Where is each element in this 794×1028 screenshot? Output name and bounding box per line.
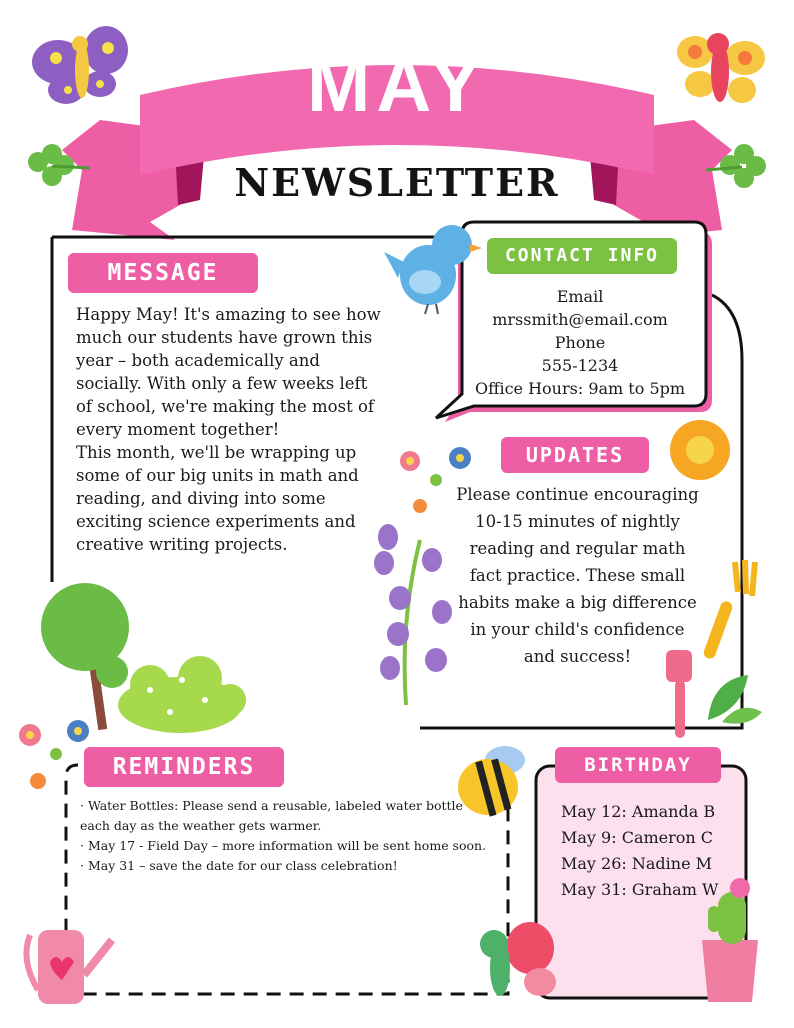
updates-body: Please continue encouraging 10-15 minutes of nightly reading and regular math fact practice. These small habits make a big difference in your child's confidence and success! [456, 485, 699, 666]
updates-label: UPDATES [501, 437, 649, 473]
birthday-item: May 31: Graham W [561, 880, 719, 899]
orange-flower-icon [670, 420, 730, 480]
bush-icon [118, 656, 246, 733]
reminder-item: · Water Bottles: Please send a reusable, labeled water bottle each day as the weather gets warmer. [80, 798, 463, 833]
message-paragraph: This month, we'll be wrapping up some of our big units in math and reading, and diving into some exciting science experiments and creative writing projects. [76, 443, 359, 554]
birthday-item: May 26: Nadine M [561, 854, 713, 873]
reminders-label: REMINDERS [84, 747, 284, 787]
office-hours: Office Hours: 9am to 5pm [474, 379, 686, 398]
month-title: MAY [307, 43, 487, 128]
birthday-item: May 12: Amanda B [561, 802, 716, 821]
leaf-icon [708, 675, 762, 724]
phone-number: 555-1234 [541, 356, 619, 375]
pink-butterfly-icon [677, 33, 765, 103]
email-label: Email [556, 287, 604, 306]
phone-label: Phone [554, 333, 606, 352]
contact-info [470, 285, 690, 400]
birthday-label: BIRTHDAY [555, 747, 721, 783]
watering-can-icon [26, 930, 112, 1004]
purple-butterfly-icon [32, 26, 128, 104]
message-label: MESSAGE [68, 253, 258, 293]
bottom-butterfly-icon [480, 922, 556, 996]
tree-icon [41, 583, 129, 730]
left-flowers-icon [19, 720, 89, 789]
contact-label: CONTACT INFO [487, 238, 677, 274]
reminder-item: · May 31 – save the date for our class celebration! [80, 858, 398, 873]
reminder-item: · May 17 - Field Day – more information will be sent home soon. [80, 838, 487, 853]
birthday-list [561, 799, 741, 903]
garden-fork-icon [702, 560, 755, 660]
newsletter-title: NEWSLETTER [234, 160, 560, 205]
reminders-list [80, 796, 490, 876]
birthday-item: May 9: Cameron C [561, 828, 714, 847]
message-body [76, 303, 386, 556]
email-address: mrssmith@email.com [492, 310, 668, 329]
message-paragraph: Happy May! It's amazing to see how much our students have grown this year – both academically and socially. With only a few weeks left of school, we're making the most of every moment together! [76, 305, 381, 439]
